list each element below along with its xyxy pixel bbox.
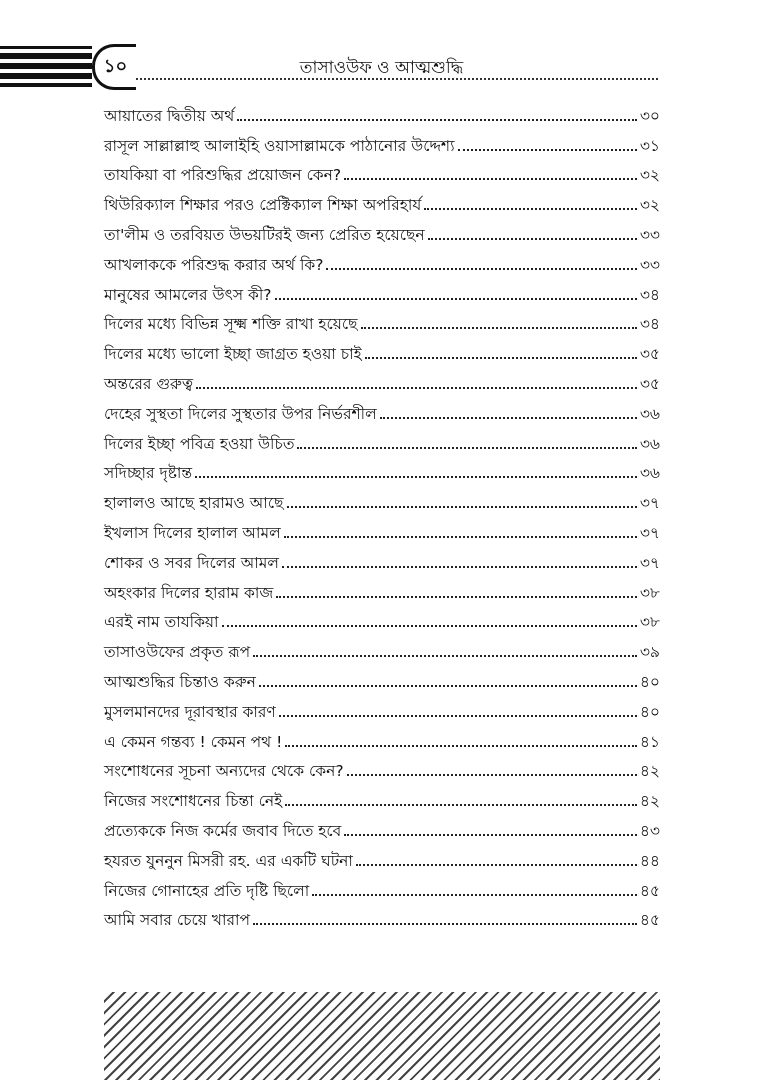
toc-entry-title: দিলের ইচ্ছা পবিত্র হওয়া উচিত: [104, 434, 295, 453]
toc-entry-title: অন্তরের গুরুত্ব: [104, 374, 193, 393]
toc-entry: [104, 275, 660, 305]
toc-entry-title: তা'লীম ও তরবিয়ত উভয়টিরই জন্য প্রেরিত হয়েছেন: [104, 225, 425, 244]
toc-entry: [104, 543, 660, 573]
toc-entry-page: ৪৫: [639, 881, 660, 900]
toc-entry: [104, 722, 660, 752]
toc-entry-page: ৩৫: [639, 374, 660, 393]
dot-leader: [356, 864, 637, 866]
dot-leader: [275, 298, 637, 300]
toc-entry-title: দিলের মধ্যে বিভিন্ন সূক্ষ্ম শক্তি রাখা হয়েছে: [104, 315, 358, 334]
toc-entry: [104, 871, 660, 901]
toc-entry-page: ৩২: [639, 196, 660, 215]
toc-entry-page: ৪৫: [639, 911, 660, 930]
table-of-contents: [104, 96, 660, 930]
toc-entry-page: ৩৩: [639, 225, 660, 244]
dot-leader: [253, 923, 637, 925]
toc-entry-title: ইখলাস দিলের হালাল আমল: [104, 523, 281, 542]
dot-leader: [458, 149, 637, 151]
toc-entry-page: ৩৪: [639, 315, 660, 334]
toc-entry: [104, 483, 660, 513]
toc-entry: [104, 811, 660, 841]
toc-entry: [104, 394, 660, 424]
toc-entry-page: ৪২: [639, 792, 660, 811]
dot-leader: [424, 208, 637, 210]
toc-entry: [104, 752, 660, 782]
toc-entry: [104, 126, 660, 156]
toc-entry-title: আমি সবার চেয়ে খারাপ: [104, 911, 251, 930]
toc-entry-page: ৩৯: [639, 643, 660, 662]
dot-leader: [279, 715, 637, 717]
toc-entry: [104, 662, 660, 692]
toc-entry-page: ৩৬: [639, 404, 660, 423]
dot-leader: [196, 387, 637, 389]
toc-entry: [104, 156, 660, 186]
toc-entry: [104, 305, 660, 335]
toc-entry-page: ৩৬: [639, 464, 660, 483]
toc-entry: [104, 424, 660, 454]
toc-entry: [104, 841, 660, 871]
toc-entry-title: আখলাককে পরিশুদ্ধ করার অর্থ কি?: [104, 255, 324, 274]
toc-entry-page: ৪০: [639, 702, 660, 721]
toc-entry-page: ৪১: [639, 732, 660, 751]
dot-leader: [285, 804, 637, 806]
toc-entry-title: এ কেমন গন্তব্য ! কেমন পথ !: [104, 732, 283, 751]
toc-entry: [104, 781, 660, 811]
dot-leader: [253, 655, 637, 657]
toc-entry-page: ৪৪: [639, 851, 660, 870]
decorative-hatch-pattern: [104, 992, 660, 1080]
toc-entry-title: হযরত যুননুন মিসরী রহ. এর একটি ঘটনা: [104, 851, 353, 870]
toc-entry-page: ৩২: [639, 166, 660, 185]
toc-entry-page: ৩০: [639, 106, 660, 125]
dot-leader: [297, 447, 636, 449]
toc-entry-title: হালালও আছে হারামও আছে: [104, 494, 284, 513]
toc-entry-title: সংশোধনের সূচনা অন্যদের থেকে কেন?: [104, 762, 344, 781]
dot-leader: [344, 178, 637, 180]
toc-entry-title: অহংকার দিলের হারাম কাজ: [104, 583, 274, 602]
dot-leader: [282, 566, 637, 568]
dot-leader: [344, 834, 637, 836]
dot-leader: [287, 506, 637, 508]
toc-entry: [104, 632, 660, 662]
dot-leader: [237, 119, 637, 121]
toc-entry-page: ৩১: [639, 136, 660, 155]
toc-entry-title: মানুষের আমলের উৎস কী?: [104, 285, 272, 304]
toc-entry: [104, 245, 660, 275]
toc-entry-title: থিউরিক্যাল শিক্ষার পরও প্রেক্টিক্যাল শিক্ষা অপরিহার্য: [104, 196, 422, 215]
toc-entry-title: প্রত্যেককে নিজ কর্মের জবাব দিতে হবে: [104, 821, 342, 840]
toc-entry-page: ৪০: [639, 672, 660, 691]
toc-entry-page: ৩৭: [639, 553, 660, 572]
dot-leader: [284, 536, 637, 538]
toc-entry-page: ৪৩: [639, 821, 660, 840]
dot-leader: [259, 685, 637, 687]
toc-entry: [104, 901, 660, 931]
dot-leader: [195, 476, 637, 478]
toc-entry: [104, 603, 660, 633]
toc-entry-title: দিলের মধ্যে ভালো ইচ্ছা জাগ্রত হওয়া চাই: [104, 345, 362, 364]
toc-entry-page: ৪২: [639, 762, 660, 781]
toc-entry: [104, 573, 660, 603]
dot-leader: [326, 268, 636, 270]
toc-entry-title: আয়াতের দ্বিতীয় অর্থ: [104, 106, 235, 125]
toc-entry-page: ৩৪: [639, 285, 660, 304]
header-divider: [136, 78, 658, 80]
toc-entry: [104, 692, 660, 722]
toc-entry-title: সদিচ্ছার দৃষ্টান্ত: [104, 464, 193, 483]
toc-entry-title: নিজের সংশোধনের চিন্তা নেই: [104, 792, 283, 811]
running-header-title: তাসাওউফ ও আত্মশুদ্ধি: [299, 58, 464, 78]
toc-entry-title: আত্মশুদ্ধির চিন্তাও করুন: [104, 672, 256, 691]
toc-entry-page: ৩৫: [639, 345, 660, 364]
toc-entry-title: রাসূল সাল্লাল্লাহু আলাইহি ওয়াসাল্লামকে পাঠানোর উদ্দেশ্য: [104, 136, 455, 155]
toc-entry: [104, 215, 660, 245]
dot-leader: [285, 745, 637, 747]
toc-entry-page: ৩৬: [639, 434, 660, 453]
dot-leader: [276, 596, 637, 598]
dot-leader: [380, 417, 637, 419]
toc-entry-title: তাযকিয়া বা পরিশুদ্ধির প্রয়োজন কেন?: [104, 166, 342, 185]
toc-entry: [104, 513, 660, 543]
dot-leader: [347, 774, 637, 776]
toc-entry-page: ৩৮: [639, 613, 660, 632]
dot-leader: [222, 625, 637, 627]
toc-entry: [104, 96, 660, 126]
toc-entry-title: মুসলমানদের দূরাবস্থার কারণ: [104, 702, 276, 721]
toc-entry-page: ৩৮: [639, 583, 660, 602]
toc-entry-title: শোকর ও সবর দিলের আমল: [104, 553, 279, 572]
toc-entry: [104, 364, 660, 394]
toc-entry: [104, 185, 660, 215]
toc-entry-page: ৩৭: [639, 523, 660, 542]
toc-entry-title: দেহের সুস্থতা দিলের সুস্থতার উপর নির্ভরশীল: [104, 404, 377, 423]
dot-leader: [361, 327, 637, 329]
toc-entry-page: ৩৩: [639, 255, 660, 274]
dot-leader: [365, 357, 637, 359]
page-number: ১০: [92, 44, 136, 90]
toc-entry-title: এরই নাম তাযকিয়া: [104, 613, 219, 632]
toc-entry-title: নিজের গোনাহের প্রতি দৃষ্টি ছিলো: [104, 881, 310, 900]
dot-leader: [312, 894, 637, 896]
toc-entry: [104, 454, 660, 484]
toc-entry-page: ৩৭: [639, 494, 660, 513]
toc-entry-title: তাসাওউফের প্রকৃত রূপ: [104, 643, 251, 662]
dot-leader: [428, 238, 637, 240]
toc-entry: [104, 334, 660, 364]
